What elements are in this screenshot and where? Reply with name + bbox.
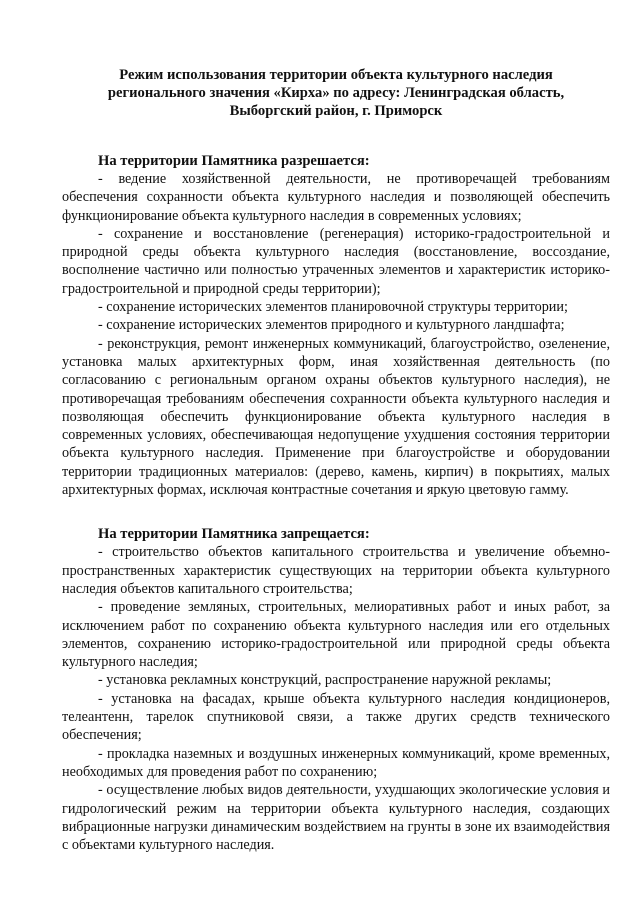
allowed-section <box>62 152 610 499</box>
allowed-item: - сохранение и восстановление (регенерация) историко-градостроительной и природной среды объекта культурного наследия (восстановление, воссоздание, восполнение частично или полностью утраченных элементов и характеристик историко-градостроительной и природной среды территории); <box>62 225 610 297</box>
title-line-2: регионального значения «Кирха» по адресу: Ленинградская область, <box>107 85 565 101</box>
prohibited-section <box>62 525 610 854</box>
prohibited-item: - проведение земляных, строительных, мелиоративных работ и иных работ, за исключением работ по сохранению объекта культурного наследия или его отдельных элементов, сохранению историко-градостроительной или природной среды объекта культурного наследия; <box>62 599 610 671</box>
document-page <box>62 66 610 854</box>
prohibited-item: - установка на фасадах, крыше объекта культурного наследия кондиционеров, телеантенн, тарелок спутниковой связи, а также других средств технического обеспечения; <box>62 690 610 744</box>
allowed-item: - сохранение исторических элементов планировочной структуры территории; <box>98 299 568 316</box>
document-title <box>62 66 610 120</box>
prohibited-heading: На территории Памятника запрещается: <box>98 526 370 543</box>
prohibited-item: - осуществление любых видов деятельности, ухудшающих экологические условия и гидрологический режим на территории объекта культурного наследия, создающих вибрационные нагрузки динамическим воздействием на грунты в зоне их взаимодействия с объектами культурного наследия. <box>62 782 610 854</box>
allowed-item: - ведение хозяйственной деятельности, не противоречащей требованиям обеспечения сохранности объекта культурного наследия и позволяющей обеспечить функционирование объекта культурного наследия в современных условиях; <box>62 171 610 224</box>
prohibited-item: - прокладка наземных и воздушных инженерных коммуникаций, кроме временных, необходимых для проведения работ по сохранению; <box>62 745 610 780</box>
allowed-item: - сохранение исторических элементов природного и культурного ландшафта; <box>98 317 565 334</box>
prohibited-item: - строительство объектов капитального строительства и увеличение объемно-пространственных характеристик существующих на территории объекта культурного наследия объектов капитального строительства; <box>62 544 610 597</box>
title-line-1: Режим использования территории объекта культурного наследия <box>119 67 553 83</box>
prohibited-item: - установка рекламных конструкций, распространение наружной рекламы; <box>98 672 552 689</box>
allowed-heading: На территории Памятника разрешается: <box>98 153 370 169</box>
title-line-3: Выборгский район, г. Приморск <box>229 103 443 119</box>
allowed-item: - реконструкция, ремонт инженерных коммуникаций, благоустройство, озеленение, установка малых архитектурных форм, иная хозяйственная деятельность (по согласованию с региональным органом охраны объектов культурного наследия), не противоречащая требованиям обеспечения сохранности объекта культурного наследия и позволяющая обеспечить функционирование объекта культурного наследия в современных условиях, обеспечивающая недопущение ухудшения состояния территории объекта культурного наследия. Применение при благоустройстве и оборудовании территории традиционных материалов: (дерево, камень, кирпич) в покрытиях, малых архитектурных формах, исключая контрастные сочетания и яркую цветовую гамму. <box>62 335 610 499</box>
